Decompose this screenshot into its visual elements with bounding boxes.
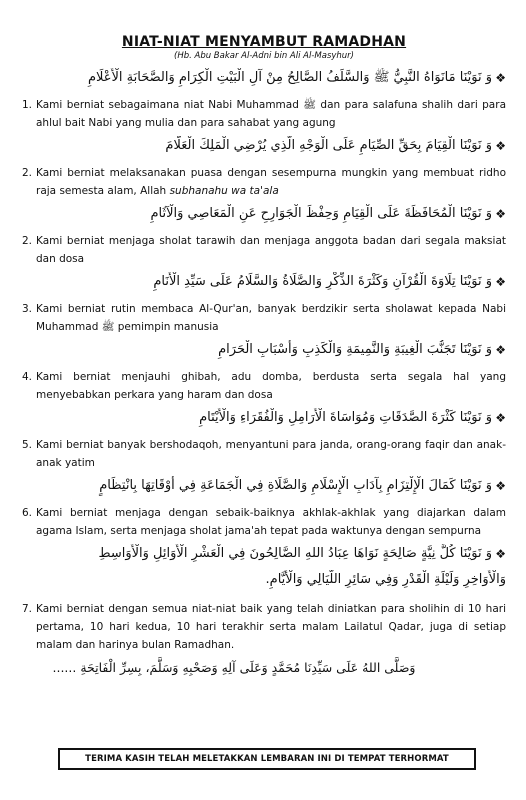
- item-number: 2.: [22, 235, 33, 247]
- item-text: Kami berniat menjaga sholat tarawih dan menjaga anggota badan dari segala maksiat dan dosa: [36, 235, 506, 265]
- arabic-text: وَ نَوَيْنَا تَجَنُّبَ الْغِيبَةِ وَالنَّمِيمَةِ وَالْكَذِبِ وَأَسْبَابِ الْحَرَامِ: [218, 342, 492, 357]
- arabic-text: وَ نَوَيْنَا الْقِيَامَ بِحَقِّ الصِّيَامِ عَلَى الْوَجْهِ الَّذِي يُرْضِي الْمَلِكَ الْعَلَّامَ: [165, 138, 492, 153]
- intro-arabic: [22, 68, 506, 88]
- list-item: [22, 436, 506, 472]
- item-number: 6.: [22, 507, 33, 519]
- item-arabic-continued: وَالْأَوَاخِرِ وَلَيْلَةِ الْقَدْرِ وَفِي سَائِرِ اللَّيَالِي وَالْأَيَّامِ.: [265, 572, 506, 587]
- list-item: [22, 504, 506, 540]
- item-arabic: [22, 136, 506, 156]
- item-arabic: [22, 476, 506, 496]
- arabic-text: وَ نَوَيْنَا تِلَاوَةَ الْقُرْآنِ وَكَثْرَةَ الذِّكْرِ وَالصَّلَاةُ وَالسَّلَامُ عَلَى سَيِّدِ الْأَنَامِ: [153, 274, 492, 289]
- item-arabic: [22, 408, 506, 428]
- item-text: Kami berniat sebagaimana niat Nabi Muhammad ﷺ dan para salafuna shalih dari para ahlul bait Nabi yang mulia dan para sahabat yang agung: [36, 99, 506, 129]
- list-item: [22, 96, 506, 132]
- list-item: [22, 164, 506, 200]
- arabic-text: وَ نَوَيْنَا مَانَوَاهُ النَّبِيُّ ﷺ وَالسَّلَفُ الصَّالِحُ مِنْ آلِ الْبَيْتِ الْكِرَامِ وَالصَّحَابَةِ الْأَعْلَامِ: [87, 70, 492, 85]
- diamond-bullet-icon: ❖: [495, 71, 506, 85]
- item-arabic: [22, 544, 506, 564]
- page-title: NIAT-NIAT MENYAMBUT RAMADHAN: [121, 34, 407, 50]
- item-number: 2.: [22, 167, 33, 179]
- item-number: 5.: [22, 439, 33, 451]
- item-text: Kami berniat banyak bershodaqoh, menyantuni para janda, orang-orang faqir dan anak-anak yatim: [36, 439, 506, 469]
- item-text: Kami berniat dengan semua niat-niat baik yang telah diniatkan para sholihin di 10 hari pertama, 10 hari kedua, 10 hari terakhir serta malam Lailatul Qadar, juga di setiap malam dan harinya bulan Ramadhan.: [36, 603, 506, 651]
- diamond-bullet-icon: ❖: [495, 547, 506, 561]
- item-number: 3.: [22, 303, 33, 315]
- item-arabic: [22, 204, 506, 224]
- diamond-bullet-icon: ❖: [495, 479, 506, 493]
- arabic-text: وَ نَوَيْنَا كُلَّ نِيَّةٍ صَالِحَةٍ نَوَاهَا عِبَادُ اللهِ الصَّالِحُونَ فِي الْعَشْرِ الْأَوَائِلِ وَالْأَوَاسِطِ: [98, 546, 492, 561]
- closing-arabic: وَصَلَّى اللهُ عَلَى سَيِّدِنَا مُحَمَّدٍ وَعَلَى آلِهِ وَصَحْبِهِ وَسَلَّمَ، بِسِرِّ الْفَاتِحَةِ ......: [52, 660, 416, 675]
- item-text-italic: subhanahu wa ta'ala: [169, 185, 279, 197]
- page-subtitle: (Hb. Abu Bakar Al-Adni bin Ali Al-Masyhur): [174, 51, 354, 61]
- list-item: [22, 368, 506, 404]
- diamond-bullet-icon: ❖: [495, 343, 506, 357]
- item-text: Kami berniat rutin membaca Al-Qur'an, banyak berdzikir serta sholawat kepada Nabi Muhammad ﷺ pemimpin manusia: [36, 303, 506, 333]
- arabic-text: وَ نَوَيْنَا كَثْرَةَ الصَّدَقَاتِ وَمُوَاسَاةَ الْأَرَامِلِ وَالْفُقَرَاءِ وَالْأَيْتَامِ: [199, 410, 492, 425]
- diamond-bullet-icon: ❖: [495, 275, 506, 289]
- item-number: 7.: [22, 603, 33, 615]
- list-item: [22, 600, 506, 654]
- item-number: 4.: [22, 371, 33, 383]
- footer-notice: TERIMA KASIH TELAH MELETAKKAN LEMBARAN INI DI TEMPAT TERHORMAT: [58, 748, 476, 770]
- item-arabic: [22, 272, 506, 292]
- item-text-main: Kami berniat melaksanakan puasa dengan sesempurna mungkin yang membuat ridho raja semesta alam, Allah: [36, 167, 506, 197]
- item-number: 1.: [22, 99, 33, 111]
- arabic-text: وَ نَوَيْنَا كَمَالَ الْإِلْتِزَامِ بِآدَابِ الْإِسْلَامِ وَالصَّلَاةِ فِي الْجَمَاعَةِ فِي أَوْقَاتِهَا بِانْتِظَامٍ: [99, 478, 492, 493]
- list-item: [22, 232, 506, 268]
- item-arabic: [22, 340, 506, 360]
- item-text: Kami berniat menjaga dengan sebaik-baiknya akhlak-akhlak yang diajarkan dalam agama Islam, serta menjaga sholat jama'ah tepat pada waktunya dengan sempurna: [36, 507, 506, 537]
- list-item: [22, 300, 506, 336]
- diamond-bullet-icon: ❖: [495, 207, 506, 221]
- arabic-text: وَ نَوَيْنَا الْمُحَافَظَةَ عَلَى الْقِيَامِ وَحِفْظَ الْجَوَارِحِ عَنِ الْمَعَاصِي وَالْآثَامِ: [150, 206, 492, 221]
- item-text: Kami berniat menjauhi ghibah, adu domba, berdusta serta segala hal yang menyebabkan perkara yang haram dan dosa: [36, 371, 506, 401]
- diamond-bullet-icon: ❖: [495, 139, 506, 153]
- diamond-bullet-icon: ❖: [495, 411, 506, 425]
- item-text: [36, 164, 506, 200]
